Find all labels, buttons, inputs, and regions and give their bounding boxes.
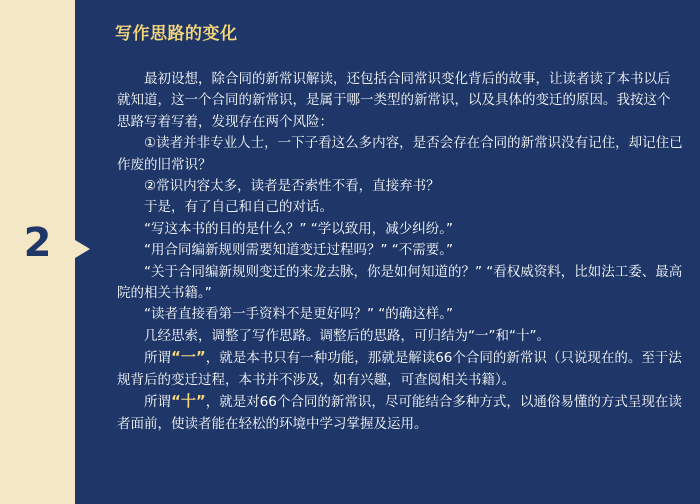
paragraph-10-rest: ，就是本书只有一种功能，那就是解读66个合同的新常识（只说现在的。至于法规背后的变迁过程，本书并不涉及，如有兴趣，可查阅相关书籍）。 [117, 350, 682, 388]
section-title: 写作思路的变化 [115, 24, 238, 44]
paragraph-4: 于是，有了自己和自己的对话。 [144, 199, 333, 216]
paragraph-3: ②常识内容太多，读者是否索性不看，直接弃书？ [144, 178, 440, 195]
paragraph-5: “写这本书的目的是什么？” “学以致用，减少纠纷。” [144, 220, 454, 237]
paragraph-2: ①读者并非专业人士，一下子看这么多内容，是否会存在合同的新常识没有记住，却记住已作废的旧常识？ [117, 135, 683, 173]
paragraph-11 [117, 391, 683, 435]
highlight-ten: “十” [171, 392, 206, 411]
paragraph-11-lead: 所谓 [144, 394, 171, 411]
highlight-one: “一” [171, 348, 206, 367]
paragraph-1: 最初设想，除合同的新常识解读，还包括合同常识变化背后的故事，让读者读了本书以后就知道，这一个合同的新常识，是属于哪一类型的新常识，以及具体的变迁的原因。我按这个思路写着写着，发现存在两个风险： [117, 71, 671, 130]
paragraph-10-lead: 所谓 [144, 350, 171, 367]
pointer-arrow [75, 240, 90, 258]
body-text [117, 69, 683, 435]
paragraph-10 [117, 347, 683, 391]
paragraph-11-rest: ，就是对66个合同的新常识，尽可能结合多种方式，以通俗易懂的方式呈现在读者面前，使读者能在轻松的环境中学习掌握及运用。 [117, 394, 682, 432]
paragraph-8: “读者直接看第一手资料不是更好吗？” “的确这样。” [144, 306, 454, 323]
paragraph-7: “关于合同编新规则变迁的来龙去脉，你是如何知道的？” “看权威资料，比如法工委、最高院的相关书籍。” [117, 263, 683, 302]
section-number: 2 [23, 220, 52, 266]
paragraph-6: “用合同编新规则需要知道变迁过程吗？” “不需要。” [144, 242, 454, 259]
paragraph-9: 几经思索，调整了写作思路。调整后的思路，可归结为“一”和“十”。 [144, 327, 550, 344]
